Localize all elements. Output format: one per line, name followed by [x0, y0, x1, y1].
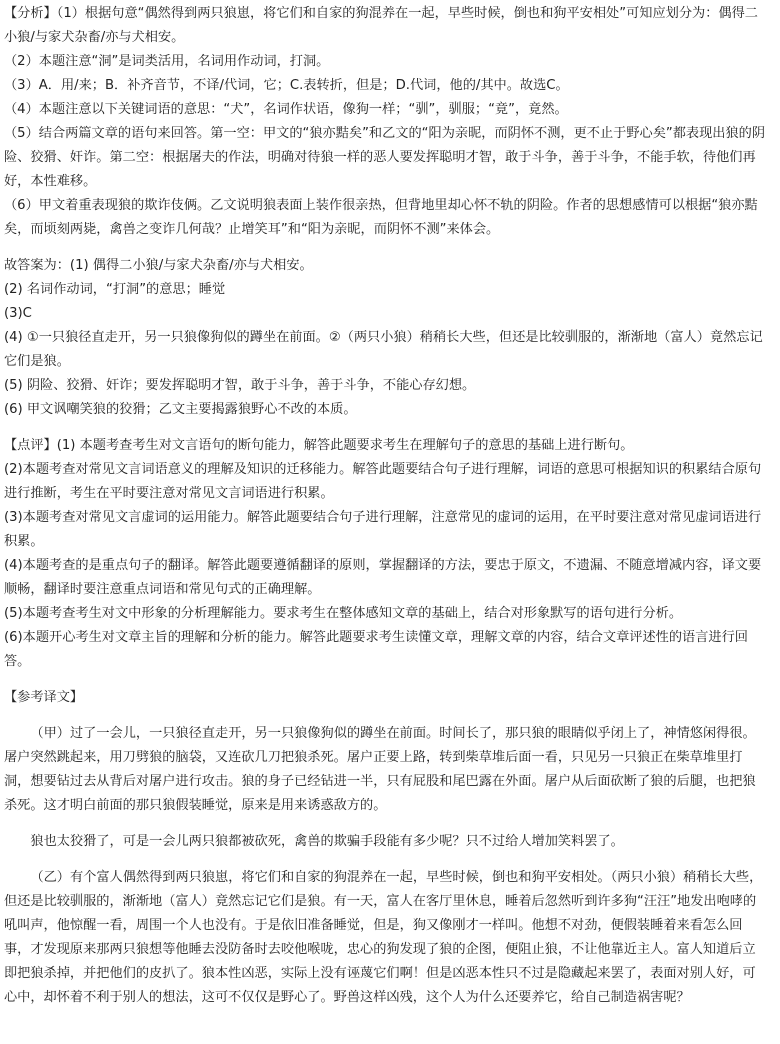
comment-line-3: (3)本题考查对常见文言虚词的运用能力。解答此题要结合句子进行理解，注意常见的虚词的运用，在平时要注意对常见虚词语进行积累。 [4, 510, 762, 549]
answer-section [4, 254, 766, 422]
translation-para-a: （甲）过了一会儿，一只狼径直走开，另一只狼像狗似的蹲坐在前面。时间长了，那只狼的眼睛似乎闭上了，神情悠闲得很。屠户突然跳起来，用刀劈狼的脑袋，又连砍几刀把狼杀死。屠户正要上路，转到柴草堆后面一看，只见另一只狼正在柴草堆里打洞，想要钻过去从背后对屠户进行攻击。狼的身子已经钻进一半，只有屁股和尾巴露在外面。屠户从后面砍断了狼的后腿，也把狼杀死。这才明白前面的那只狼假装睡觉，原来是用来诱惑敌方的。 [4, 726, 756, 813]
analysis-line-2: （2）本题注意“洞”是词类活用，名词用作动词，打洞。 [4, 54, 330, 69]
comment-line-6: (6)本题开心考生对文章主旨的理解和分析的能力。解答此题要求考生读懂文章，理解文章的内容，结合文章评述性的语言进行回答。 [4, 630, 748, 669]
comment-line-4: (4)本题考查的是重点句子的翻译。解答此题要遵循翻译的原则，掌握翻译的方法，要忠于原文，不遗漏、不随意增减内容，译文要顺畅，翻译时要注意重点词语和常见句式的正确理解。 [4, 558, 762, 597]
translation-heading: 【参考译文】 [4, 690, 84, 705]
analysis-line-1: 【分析】（1）根据句意“偶然得到两只狼崽，将它们和自家的狗混养在一起，早些时候，倒也和狗平安相处”可知应划分为：偶得二小狼/与家犬杂畜/亦与犬相安。 [4, 6, 758, 45]
analysis-section [4, 2, 766, 242]
answer-line-2: (2) 名词作动词，“打洞”的意思；睡觉 [4, 282, 226, 297]
answer-line-4: (4) ①一只狼径直走开，另一只狼像狗似的蹲坐在前面。②（两只小狼）稍稍长大些，但还是比较驯服的，渐渐地（富人）竟然忘记它们是狼。 [4, 330, 763, 369]
answer-line-1: 故答案为：(1) 偶得二小狼/与家犬杂畜/亦与犬相安。 [4, 258, 313, 273]
answer-line-5: (5) 阴险、狡猾、奸诈；要发挥聪明才智，敢于斗争，善于斗争，不能心存幻想。 [4, 378, 476, 393]
analysis-line-3: （3）A．用/来；B．补齐音节，不译/代词，它；C.表转折，但是；D.代词，他的/其中。故选C。 [4, 78, 569, 93]
analysis-line-6: （6）甲文着重表现狼的欺诈伎俩。乙文说明狼表面上装作很亲热，但背地里却心怀不轨的阴险。作者的思想感情可以根据“狼亦黠矣，而顷刻两毙，禽兽之变诈几何哉？止增笑耳”和“阳为亲昵，而阴怀不测”来体会。 [4, 198, 758, 237]
analysis-line-4: （4）本题注意以下关键词语的意思：“犬”，名词作状语，像狗一样；“驯”，驯服；“竟”，竟然。 [4, 102, 568, 117]
answer-line-3: (3)C [4, 306, 32, 321]
analysis-line-5: （5）结合两篇文章的语句来回答。第一空：甲文的“狼亦黠矣”和乙文的“阳为亲昵，而阴怀不测，更不止于野心矣”都表现出狼的阴险、狡猾、奸诈。第二空：根据屠夫的作法，明确对待狼一样的恶人要发挥聪明才智，敢于斗争，善于斗争，不能手软，待他们再好，本性难移。 [4, 126, 766, 189]
comment-line-2: (2)本题考查对常见文言词语意义的理解及知识的迁移能力。解答此题要结合句子进行理解，词语的意思可根据知识的积累结合原句进行推断，考生在平时要注意对常见文言词语进行积累。 [4, 462, 762, 501]
analysis-label: 【分析】 [4, 6, 57, 21]
translation-section [4, 686, 766, 1010]
answer-line-6: (6) 甲文讽嘲笑狼的狡猾；乙文主要揭露狼野心不改的本质。 [4, 402, 357, 417]
comment-line-1: 【点评】(1) 本题考查考生对文言语句的断句能力，解答此题要求考生在理解句子的意思的基础上进行断句。 [4, 438, 634, 453]
translation-para-a2: 狼也太狡猾了，可是一会儿两只狼都被砍死，禽兽的欺骗手段能有多少呢？只不过给人增加笑料罢了。 [30, 834, 624, 849]
comment-line-5: (5)本题考查考生对文中形象的分析理解能力。要求考生在整体感知文章的基础上，结合对形象默写的语句进行分析。 [4, 606, 683, 621]
comment-section [4, 434, 766, 674]
translation-para-b: （乙）有个富人偶然得到两只狼崽，将它们和自家的狗混养在一起，早些时候，倒也和狗平安相处。（两只小狼）稍稍长大些，但还是比较驯服的，渐渐地（富人）竟然忘记它们是狼。有一天，富人在客厅里休息，睡着后忽然听到许多狗“汪汪”地发出咆哮的吼叫声，他惊醒一看，周围一个人也没有。于是依旧准备睡觉，但是，狗又像刚才一样叫。他想不对劲，便假装睡着来看怎么回事，才发现原来那两只狼想等他睡去没防备时去咬他喉咙，忠心的狗发现了狼的企图，便阻止狼，不让他靠近主人。富人知道后立即把狼杀掉，并把他们的皮扒了。狼本性凶恶，实际上没有诬蔑它们啊！但是凶恶本性只不过是隐藏起来罢了，表面对别人好，可心中，却怀着不利于别人的想法，这可不仅仅是野心了。野兽这样凶残，这个人为什么还要养它，给自己制造祸害呢？ [4, 870, 763, 1005]
